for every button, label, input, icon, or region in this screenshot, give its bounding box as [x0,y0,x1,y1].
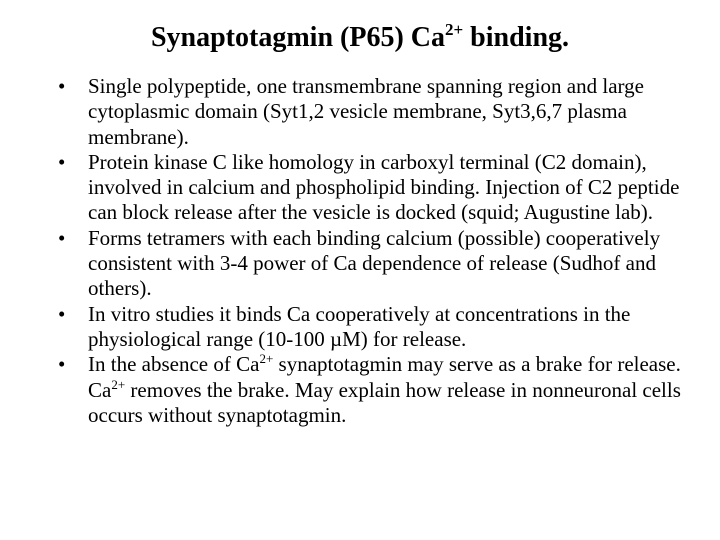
bullet-superscript-1: 2+ [259,351,274,367]
bullet-text-part-1: In the absence of Ca [88,352,260,377]
bullet-list [58,74,708,428]
slide-title [0,18,720,58]
bullet-text: In vitro studies it binds Ca cooperatively at concentrations in the physiological range (10-100 µM) for release. [88,301,631,351]
bullet-text: Protein kinase C like homology in carboxyl terminal (C2 domain), involved in calcium and phospholipid binding. Injection of C2 peptide can block release after the vesicle is docked (squid; Augustine lab). [88,149,680,225]
title-text-main: Synaptotagmin (P65) Ca [150,22,445,53]
bullet-item-in-vitro [58,302,708,353]
bullet-text-part-2: synaptotagmin may serve as a brake for release. Ca [88,352,681,402]
bullet-marker: • [58,225,66,250]
bullet-marker: • [58,74,66,98]
bullet-marker: • [58,149,66,174]
bullet-text-part-3: removes the brake. May explain how release in nonneuronal cells occurs without synaptotagmin. [88,377,681,427]
title-superscript: 2+ [444,20,464,39]
bullet-marker: • [58,301,66,326]
title-text-end: binding. [463,22,570,53]
bullet-text: Single polypeptide, one transmembrane spanning region and large cytoplasmic domain (Syt1,2 vesicle membrane, Syt3,6,7 plasma membrane). [88,74,644,149]
bullet-text: Forms tetramers with each binding calcium (possible) cooperatively consistent with 3-4 power of Ca dependence of release (Sudhof and others). [88,225,661,301]
bullet-item-structure [58,74,708,150]
bullet-superscript-2: 2+ [111,376,126,392]
bullet-item-brake [58,352,708,428]
bullet-marker: • [58,352,66,377]
bullet-item-tetramers [58,226,708,302]
bullet-item-c2-domain [58,150,708,226]
